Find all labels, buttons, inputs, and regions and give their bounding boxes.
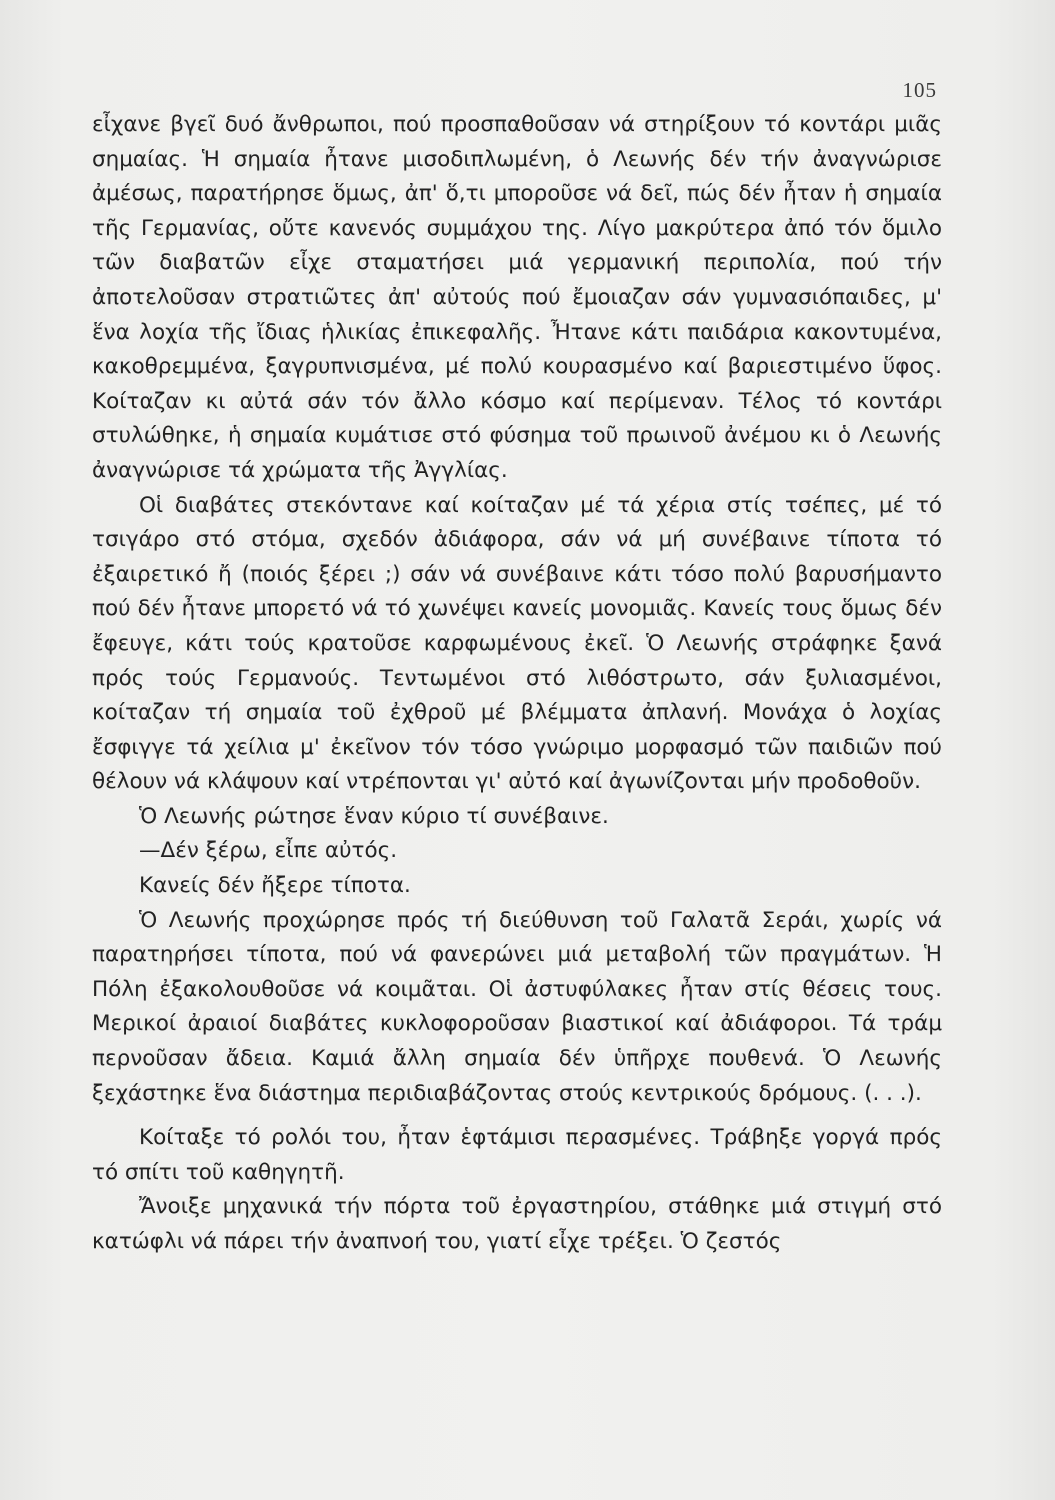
- paragraph-7: Κοίταξε τό ρολόι του, ἦταν ἑφτάμισι περασμένες. Τράβηξε γοργά πρός τό σπίτι τοῦ καθηγητῆ.: [92, 1125, 942, 1185]
- paragraph-1: εἶχανε βγεῖ δυό ἄνθρωποι, πού προσπαθοῦσαν νά στηρίξουν τό κοντάρι μιᾶς σημαίας. Ἡ σημαία ἦτανε μισοδιπλωμένη, ὁ Λεωνής δέν τήν ἀναγνώρισε ἀμέσως, παρατήρησε ὅμως, ἀπ' ὅ,τι μποροῦσε νά δεῖ, πώς δέν ἦταν ἡ σημαία τῆς Γερμανίας, οὔτε κανενός συμμάχου της. Λίγο μακρύτερα ἀπό τόν ὅμιλο τῶν διαβατῶν εἶχε σταματήσει μιά γερμανική περιπολία, πού τήν ἀποτελοῦσαν στρατιῶτες ἀπ' αὐτούς πού ἔμοιαζαν σάν γυμνασιόπαιδες, μ' ἕνα λοχία τῆς ἴδιας ἡλικίας ἐπικεφαλῆς. Ἦτανε κάτι παιδάρια κακοντυμένα, κακοθρεμμένα, ξαγρυπνισμένα, μέ πολύ κουρασμένο καί βαριεστιμένο ὕφος. Κοίταζαν κι αὐτά σάν τόν ἄλλο κόσμο καί περίμεναν. Τέλος τό κοντάρι στυλώθηκε, ἡ σημαία κυμάτισε στό φύσημα τοῦ πρωινοῦ ἀνέμου κι ὁ Λεωνής ἀναγνώρισε τά χρώματα τῆς Ἀγγλίας.: [92, 112, 942, 483]
- paragraph-2: Οἱ διαβάτες στεκόντανε καί κοίταζαν μέ τά χέρια στίς τσέπες, μέ τό τσιγάρο στό στόμα, σχεδόν ἀδιάφορα, σάν νά μή συνέβαινε τίποτα τό ἐξαιρετικό ἤ (ποιός ξέρει ;) σάν νά συνέβαινε κάτι τόσο πολύ βαρυσήμαντο πού δέν ἦτανε μπορετό νά τό χωνέψει κανείς μονομιᾶς. Κανείς τους ὅμως δέν ἔφευγε, κάτι τούς κρατοῦσε καρφωμένους ἐκεῖ. Ὁ Λεωνής στράφηκε ξανά πρός τούς Γερμανούς. Τεντωμένοι στό λιθόστρωτο, σάν ξυλιασμένοι, κοίταζαν τή σημαία τοῦ ἐχθροῦ μέ βλέμματα ἀπλανή. Μονάχα ὁ λοχίας ἔσφιγγε τά χείλια μ' ἐκεῖνον τόν τόσο γνώριμο μορφασμό τῶν παιδιῶν πού θέλουν νά κλάψουν καί ντρέπονται γι' αὐτό καί ἀγωνίζονται μήν προδοθοῦν.: [92, 492, 942, 795]
- paragraph-6: Ὁ Λεωνής προχώρησε πρός τή διεύθυνση τοῦ Γαλατᾶ Σεράι, χωρίς νά παρατηρήσει τίποτα, πού νά φανερώνει μιά μεταβολή τῶν πραγμάτων. Ἡ Πόλη ἐξακολουθοῦσε νά κοιμᾶται. Οἱ ἀστυφύλακες ἦταν στίς θέσεις τους. Μερικοί ἀραιοί διαβάτες κυκλοφοροῦσαν βιαστικοί καί ἀδιάφοροι. Τά τράμ περνοῦσαν ἄδεια. Καμιά ἄλλη σημαία δέν ὑπῆρχε πουθενά. Ὁ Λεωνής ξεχάστηκε ἕνα διάστημα περιδιαβάζοντας στούς κεντρικούς δρόμους. (. . .).: [92, 907, 942, 1106]
- paragraph-8: Ἄνοιξε μηχανικά τήν πόρτα τοῦ ἐργαστηρίου, στάθηκε μιά στιγμή στό κατώφλι νά πάρει τήν ἀναπνοή του, γιατί εἶχε τρέξει. Ὁ ζεστός: [92, 1194, 942, 1254]
- paragraph-4: —Δέν ξέρω, εἶπε αὐτός.: [139, 838, 398, 864]
- body-text: [92, 108, 942, 1260]
- page-number: 105: [902, 78, 937, 102]
- paragraph-5: Κανείς δέν ἤξερε τίποτα.: [139, 873, 411, 899]
- paragraph-3: Ὁ Λεωνής ρώτησε ἕναν κύριο τί συνέβαινε.: [139, 803, 609, 829]
